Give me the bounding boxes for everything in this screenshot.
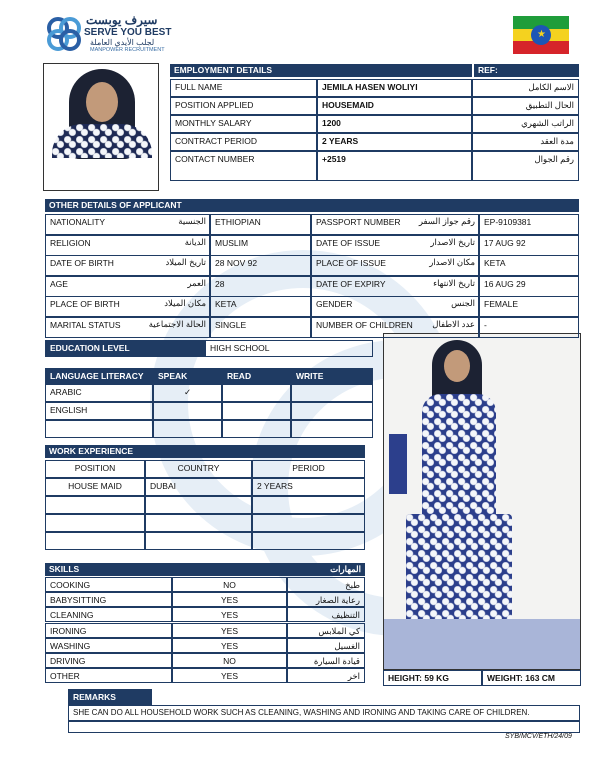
skill-name-ar: اخر	[287, 668, 365, 683]
other-label-ar: عدد الاطفال	[432, 318, 475, 329]
work-country: DUBAI	[145, 478, 252, 496]
other-label: PLACE OF ISSUE	[311, 255, 479, 276]
employment-label-ar: الحال التطبيق	[472, 97, 579, 115]
language-read	[222, 402, 291, 420]
work-header: POSITION	[45, 460, 145, 478]
other-value: ETHIOPIAN	[210, 214, 311, 235]
work-header: PERIOD	[252, 460, 365, 478]
other-label-ar: الحالة الاجتماعية	[148, 318, 206, 329]
employment-label-ar: الراتب الشهري	[472, 115, 579, 133]
skills-header	[45, 563, 365, 576]
language-header: READ	[222, 368, 291, 384]
other-value: 16 AUG 29	[479, 276, 579, 297]
other-label-ar: مكان الميلاد	[164, 298, 206, 308]
work-position	[45, 532, 145, 550]
other-value: SINGLE	[210, 317, 311, 338]
other-label-ar: تاريخ الميلاد	[165, 257, 206, 267]
language-name: ARABIC	[45, 384, 153, 402]
employment-value: 1200	[317, 115, 472, 133]
other-label: AGE	[45, 276, 210, 297]
language-speak: ✓	[153, 384, 222, 402]
skill-value: NO	[172, 577, 287, 592]
language-write	[291, 420, 373, 438]
brand-sub: MANPOWER RECRUITMENT	[90, 47, 165, 53]
ref-label: REF:	[474, 64, 579, 77]
employment-label-ar: الاسم الكامل	[472, 79, 579, 97]
skill-name-ar: كي الملابس	[287, 623, 365, 638]
employment-label: CONTRACT PERIOD	[170, 133, 317, 151]
other-label: NATIONALITY	[45, 214, 210, 235]
other-value: 17 AUG 92	[479, 235, 579, 256]
education-value: HIGH SCHOOL	[205, 340, 373, 357]
other-value: MUSLIM	[210, 235, 311, 256]
skill-name-ar: طبخ	[287, 577, 365, 592]
language-speak	[153, 420, 222, 438]
other-label-ar: رقم جواز السفر	[418, 216, 475, 226]
other-value: EP-9109381	[479, 214, 579, 235]
other-label: DATE OF BIRTH	[45, 255, 210, 276]
employment-label-ar: مدة العقد	[472, 133, 579, 151]
employment-header: EMPLOYMENT DETAILS	[170, 64, 472, 77]
skills-title-ar: المهارات	[330, 564, 361, 574]
weight-value: WEIGHT: 163 CM	[482, 670, 581, 686]
other-label: MARITAL STATUS	[45, 317, 210, 338]
other-label-ar: الديانة	[184, 236, 206, 247]
skill-name: WASHING	[45, 638, 172, 653]
skill-value: YES	[172, 607, 287, 622]
other-label: RELIGION	[45, 235, 210, 256]
brand-logo	[45, 15, 83, 53]
other-value: KETA	[479, 255, 579, 276]
employment-value: +2519	[317, 151, 472, 181]
language-name	[45, 420, 153, 438]
skill-value: YES	[172, 668, 287, 683]
document-code: SYB/MCV/ETH/24/09	[505, 733, 572, 740]
work-country	[145, 532, 252, 550]
skill-name: IRONING	[45, 623, 172, 638]
other-label: NUMBER OF CHILDREN	[311, 317, 479, 338]
skill-name-ar: التنظيف	[287, 607, 365, 622]
language-header: SPEAK	[153, 368, 222, 384]
skill-value: YES	[172, 638, 287, 653]
education-label: EDUCATION LEVEL	[45, 340, 205, 357]
other-label-ar: تاريخ الاصدار	[430, 236, 475, 247]
skill-value: YES	[172, 592, 287, 607]
skill-name: CLEANING	[45, 607, 172, 622]
other-label-ar: الجنس	[451, 298, 475, 308]
work-period: 2 YEARS	[252, 478, 365, 496]
other-label: DATE OF EXPIRY	[311, 276, 479, 297]
full-body-photo	[383, 333, 581, 670]
employment-label: POSITION APPLIED	[170, 97, 317, 115]
brand-arabic-name: سيرف يوبست	[86, 13, 158, 27]
remarks-text: SHE CAN DO ALL HOUSEHOLD WORK SUCH AS CLEANING, WASHING AND IRONING AND TAKING CARE OF CHILDREN.	[68, 705, 580, 721]
employment-value: JEMILA HASEN WOLIYI	[317, 79, 472, 97]
language-read	[222, 420, 291, 438]
other-label-ar: العمر	[187, 277, 206, 288]
language-write	[291, 384, 373, 402]
work-country	[145, 514, 252, 532]
skill-name: DRIVING	[45, 653, 172, 668]
other-value: KETA	[210, 296, 311, 317]
work-period	[252, 532, 365, 550]
language-read	[222, 384, 291, 402]
employment-label: CONTACT NUMBER	[170, 151, 317, 181]
brand-name: SERVE YOU BEST	[84, 27, 172, 38]
other-label-ar: مكان الاصدار	[429, 257, 475, 267]
other-label-ar: تاريخ الانتهاء	[433, 277, 475, 288]
remarks-header: REMARKS	[68, 689, 152, 705]
other-label: GENDER	[311, 296, 479, 317]
language-header: LANGUAGE LITERACY	[45, 368, 153, 384]
language-name: ENGLISH	[45, 402, 153, 420]
skill-name: OTHER	[45, 668, 172, 683]
logo-mark-icon	[45, 15, 83, 53]
skill-name-ar: رعاية الصغار	[287, 592, 365, 607]
skill-name-ar: الغسيل	[287, 638, 365, 653]
work-period	[252, 514, 365, 532]
employment-label-ar: رقم الجوال	[472, 151, 579, 181]
passport-photo	[43, 63, 159, 191]
other-label: PLACE OF BIRTH	[45, 296, 210, 317]
other-value: 28	[210, 276, 311, 297]
other-value: FEMALE	[479, 296, 579, 317]
work-position: HOUSE MAID	[45, 478, 145, 496]
ethiopia-flag: ★	[513, 16, 569, 54]
language-write	[291, 402, 373, 420]
work-country	[145, 496, 252, 514]
other-details-header: OTHER DETAILS OF APPLICANT	[45, 199, 579, 212]
height-value: HEIGHT: 59 KG	[383, 670, 482, 686]
brand-arabic-sub: لجلب الأيدي العاملة	[90, 38, 155, 47]
remarks-empty-row	[68, 721, 580, 733]
work-header: COUNTRY	[145, 460, 252, 478]
employment-label: MONTHLY SALARY	[170, 115, 317, 133]
work-position	[45, 496, 145, 514]
employment-value: HOUSEMAID	[317, 97, 472, 115]
other-label-ar: الجنسية	[178, 216, 206, 226]
work-position	[45, 514, 145, 532]
language-header: WRITE	[291, 368, 373, 384]
other-value: -	[479, 317, 579, 338]
skills-title: SKILLS	[49, 564, 80, 574]
employment-label: FULL NAME	[170, 79, 317, 97]
skill-name: COOKING	[45, 577, 172, 592]
skill-value: NO	[172, 653, 287, 668]
other-label: PASSPORT NUMBER	[311, 214, 479, 235]
skill-name: BABYSITTING	[45, 592, 172, 607]
employment-value: 2 YEARS	[317, 133, 472, 151]
work-period	[252, 496, 365, 514]
skill-value: YES	[172, 623, 287, 638]
work-experience-header: WORK EXPERIENCE	[45, 445, 365, 458]
language-speak	[153, 402, 222, 420]
skill-name-ar: قيادة السيارة	[287, 653, 365, 668]
other-label: DATE OF ISSUE	[311, 235, 479, 256]
other-value: 28 NOV 92	[210, 255, 311, 276]
